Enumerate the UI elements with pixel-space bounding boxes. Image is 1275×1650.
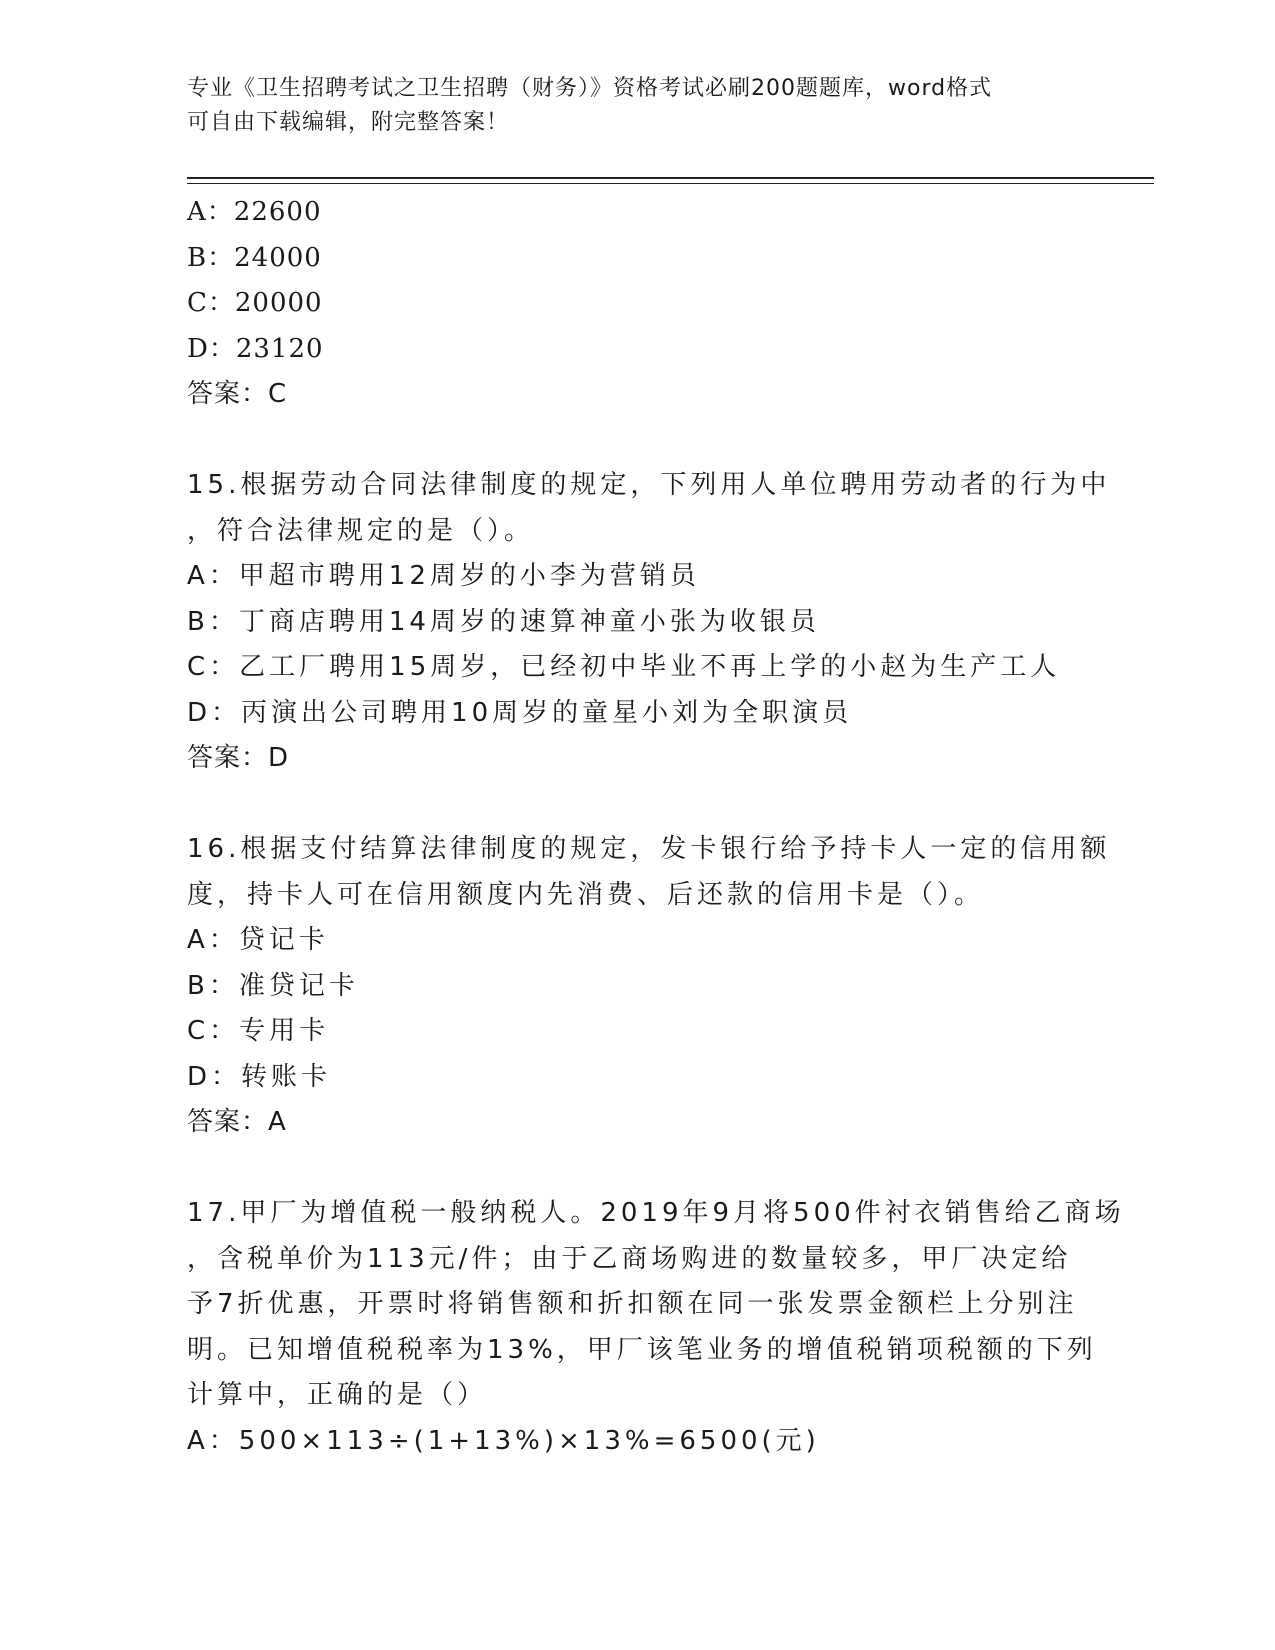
option-b: B：丁商店聘用14周岁的速算神童小张为收银员 <box>187 606 820 637</box>
option-a: A：500×113÷(1+13%)×13%=6500(元) <box>187 1425 820 1456</box>
option-d: D：转账卡 <box>187 1061 332 1092</box>
option-c: C：专用卡 <box>187 1016 330 1046</box>
answer: 答案：D <box>187 743 290 773</box>
option-a: A：贷记卡 <box>187 925 329 955</box>
document-header <box>187 72 1087 140</box>
question-17 <box>187 1191 1125 1464</box>
document-body <box>187 190 1125 1464</box>
question-text-line: 15.根据劳动合同法律制度的规定，下列用人单位聘用劳动者的行为中 <box>187 470 1111 500</box>
option-b: B：准贷记卡 <box>187 970 359 1001</box>
question-text-line: 予7折优惠，开票时将销售额和折扣额在同一张发票金额栏上分别注 <box>187 1289 1078 1319</box>
answer: 答案：C <box>187 379 288 409</box>
option-c: C：20000 <box>187 288 323 318</box>
option-d: D：23120 <box>187 333 324 364</box>
header-line-1: 专业《卫生招聘考试之卫生招聘（财务）》资格考试必刷200题题库，word格式 <box>187 76 993 101</box>
header-divider-thick <box>187 177 1154 179</box>
header-line-2: 可自由下载编辑，附完整答案！ <box>187 110 510 135</box>
option-b: B：24000 <box>187 242 322 273</box>
option-c: C：乙工厂聘用15周岁，已经初中毕业不再上学的小赵为生产工人 <box>187 652 1061 682</box>
option-a: A：甲超市聘用12周岁的小李为营销员 <box>187 561 700 591</box>
option-d: D：丙演出公司聘用10周岁的童星小刘为全职演员 <box>187 697 853 728</box>
prev-question <box>187 190 1087 418</box>
option-a: A：22600 <box>187 197 322 227</box>
question-15 <box>187 463 1111 782</box>
question-text-line: 16.根据支付结算法律制度的规定，发卡银行给予持卡人一定的信用额 <box>187 834 1111 864</box>
header-divider-thin <box>187 183 1154 184</box>
question-text-line: ，符合法律规定的是（）。 <box>187 515 535 546</box>
answer: 答案：A <box>187 1107 287 1137</box>
question-text-line: 计算中，正确的是（） <box>187 1380 488 1410</box>
question-text-line: 17.甲厂为增值税一般纳税人。2019年9月将500件衬衣销售给乙商场 <box>187 1198 1125 1228</box>
question-16 <box>187 827 1111 1146</box>
question-text-line: ，含税单价为113元/件；由于乙商场购进的数量较多，甲厂决定给 <box>187 1243 1072 1274</box>
question-text-line: 度，持卡人可在信用额度内先消费、后还款的信用卡是（）。 <box>187 879 985 910</box>
question-text-line: 明。已知增值税税率为13%，甲厂该笔业务的增值税销项税额的下列 <box>187 1334 1097 1365</box>
